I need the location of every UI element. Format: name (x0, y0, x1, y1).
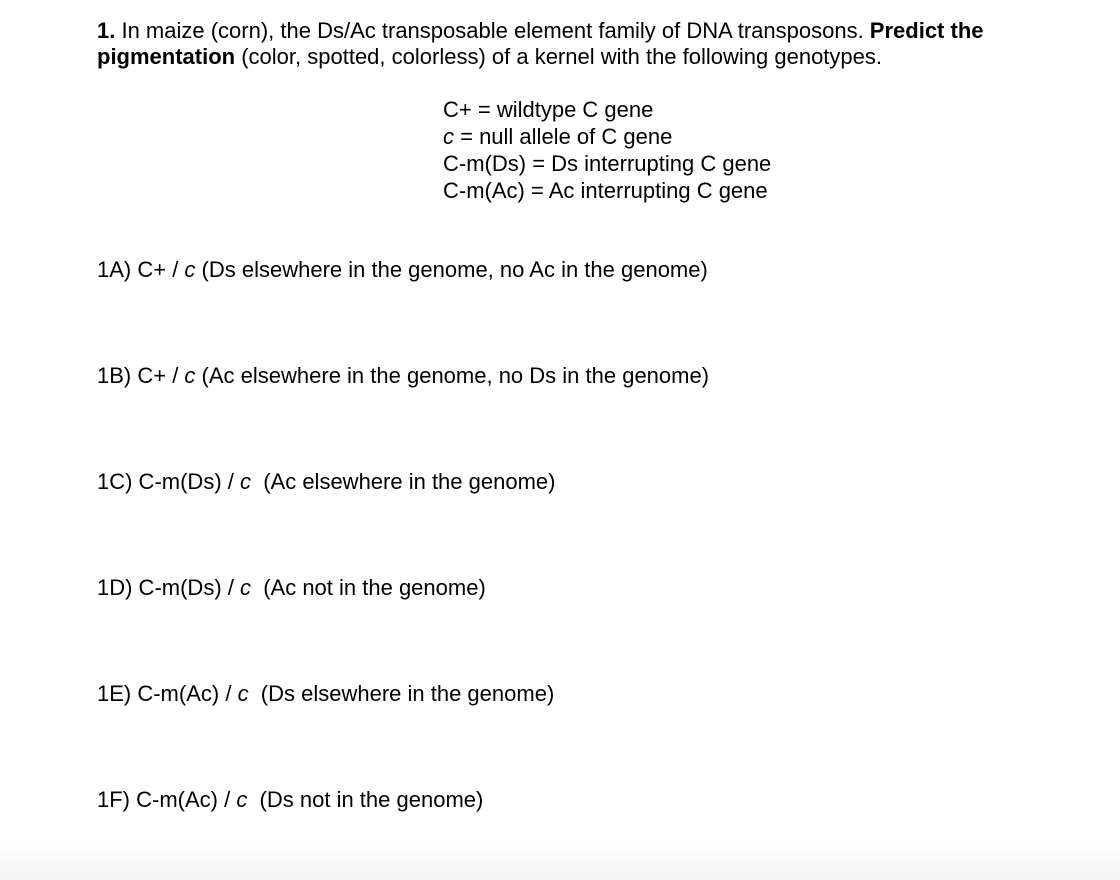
question-label: 1C) C-m(Ds) / (97, 469, 240, 494)
definition-symbol: C-m(Ds) (443, 151, 527, 176)
question-label: 1D) C-m(Ds) / (97, 575, 240, 600)
genotype-definitions (443, 96, 771, 204)
question-allele: c (237, 681, 249, 706)
definition-symbol: C+ (443, 97, 472, 122)
question-1d (97, 575, 486, 601)
problem-number: 1. (97, 18, 116, 43)
definition-symbol: C-m(Ac) (443, 178, 525, 203)
problem-intro-text-2: (color, spotted, colorless) of a kernel with the following genotypes. (235, 44, 883, 69)
question-1a (97, 257, 708, 283)
definition-symbol: c (443, 124, 454, 149)
question-label: 1F) C-m(Ac) / (97, 787, 237, 812)
problem-intro (97, 18, 1057, 70)
question-label: 1B) C+ / (97, 363, 185, 388)
definition-text: = Ac interrupting C gene (524, 178, 768, 203)
definition-item (443, 150, 771, 177)
question-detail: (Ds not in the genome) (247, 787, 484, 812)
question-detail: (Ac elsewhere in the genome, no Ds in the genome) (195, 363, 710, 388)
question-allele: c (239, 469, 251, 494)
question-detail: (Ds elsewhere in the genome) (248, 681, 555, 706)
definition-item (443, 96, 771, 123)
definition-text: = wildtype C gene (471, 97, 654, 122)
page-bottom-fade (0, 840, 1120, 880)
question-allele: c (184, 363, 196, 388)
question-allele: c (236, 787, 248, 812)
definition-text: = Ds interrupting C gene (526, 151, 772, 176)
question-detail: (Ac elsewhere in the genome) (250, 469, 556, 494)
problem-intro-bold: Predict the pigmentation (97, 18, 984, 69)
question-label: 1E) C-m(Ac) / (97, 681, 238, 706)
question-1e (97, 681, 554, 707)
question-allele: c (184, 257, 196, 282)
definition-text: = null allele of C gene (454, 124, 673, 149)
definition-item (443, 177, 771, 204)
definition-item (443, 123, 771, 150)
question-label: 1A) C+ / (97, 257, 185, 282)
question-1c (97, 469, 555, 495)
question-1f (97, 787, 483, 813)
question-allele: c (239, 575, 251, 600)
question-detail: (Ds elsewhere in the genome, no Ac in the genome) (195, 257, 708, 282)
question-1b (97, 363, 709, 389)
question-detail: (Ac not in the genome) (250, 575, 486, 600)
problem-intro-text-1: In maize (corn), the Ds/Ac transposable element family of DNA transposons. (115, 18, 870, 43)
